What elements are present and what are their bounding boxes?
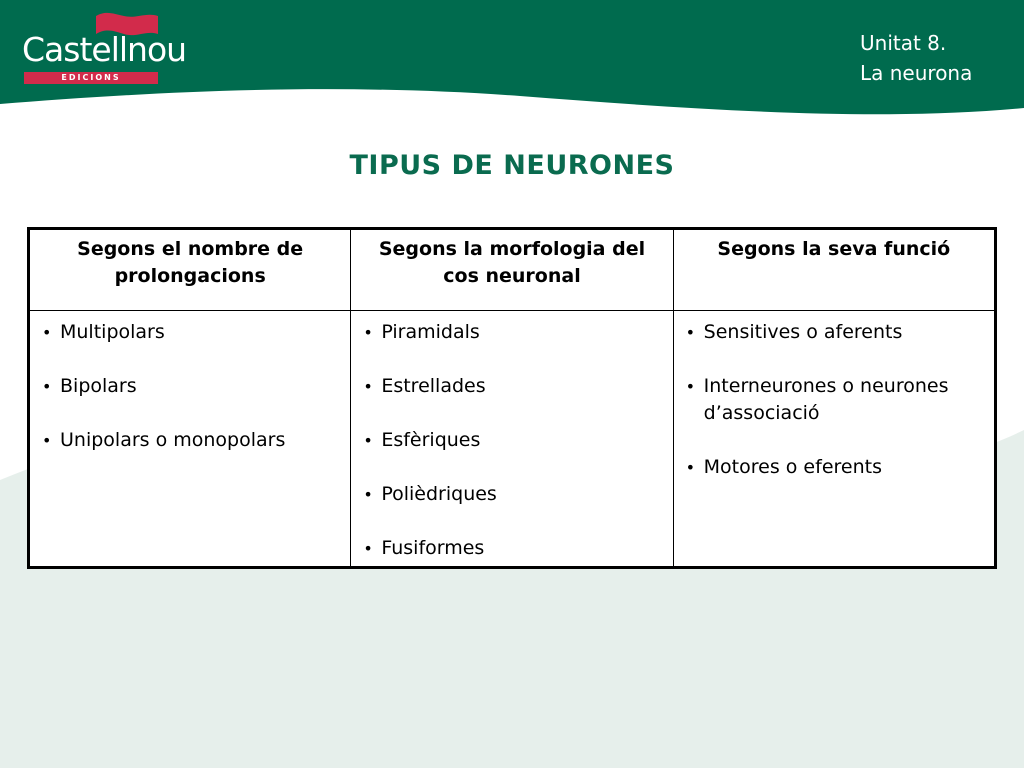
list-item: • Estrellades (359, 373, 664, 400)
list-item: • Bipolars (38, 373, 342, 400)
list-item: • Fusiformes (359, 535, 664, 562)
publisher-logo (22, 10, 187, 82)
unit-topic: La neurona (860, 61, 973, 85)
list-item: • Piramidals (359, 319, 664, 346)
column-function (673, 311, 995, 568)
table-row (29, 311, 996, 568)
list-item: • Polièdriques (359, 481, 664, 508)
list-item: • Multipolars (38, 319, 342, 346)
column-prolongations (29, 311, 351, 568)
list-item: • Unipolars o monopolars (38, 427, 342, 454)
logo-subtitle: EDICIONS (24, 72, 158, 84)
table-header-row (29, 229, 996, 311)
column-header-prolongations: Segons el nombre de prolongacions (29, 229, 351, 311)
list-item: • Sensitives o aferents (682, 319, 986, 346)
page-title: TIPUS DE NEURONES (349, 150, 675, 181)
column-header-function: Segons la seva funció (673, 229, 995, 311)
list-item: • Motores o eferents (682, 454, 986, 481)
unit-heading (860, 28, 1002, 88)
column-morphology (351, 311, 673, 568)
unit-number: Unitat 8. (860, 31, 947, 55)
column-header-morphology: Segons la morfologia del cos neuronal (351, 229, 673, 311)
logo-wordmark: Castellnou (22, 30, 187, 69)
list-item: • Interneurones o neurones d’associació (682, 373, 986, 427)
list-item: • Esfèriques (359, 427, 664, 454)
neuron-types-table (27, 227, 997, 569)
